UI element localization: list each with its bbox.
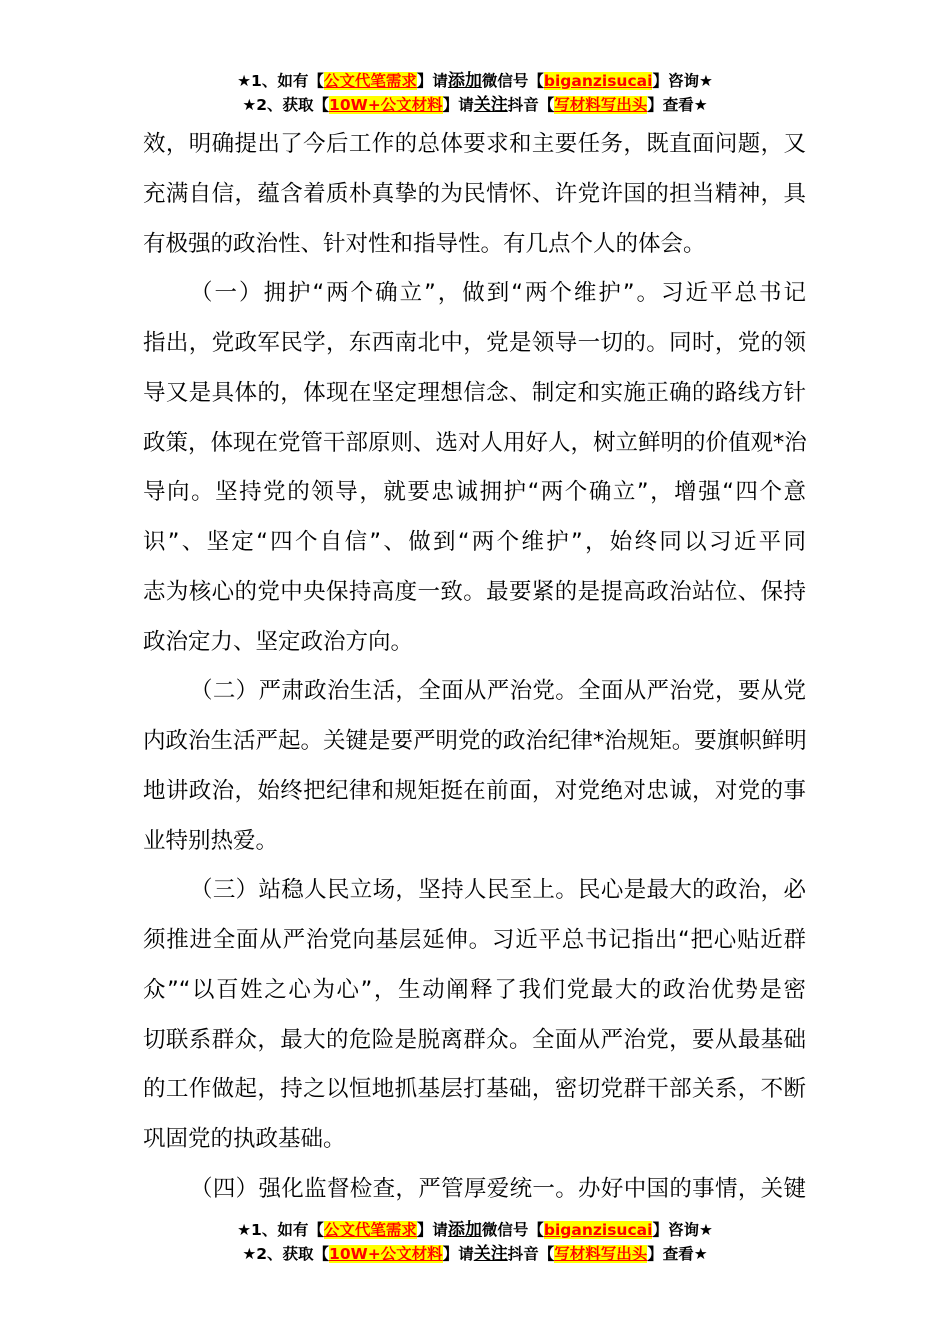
banner-text: 】咨询 (652, 1221, 699, 1239)
banner-text: 】请 (442, 96, 474, 114)
banner-text: 1、如有【 (251, 72, 324, 90)
banner-text: 】咨询 (652, 72, 699, 90)
text-line: （四）强化监督检查，严管厚爱统一。办好中国的事情，关键 (190, 1175, 806, 1202)
banner-line-1 (0, 69, 950, 93)
highlight-text: 公文代笔需求 (323, 1221, 417, 1239)
banner-line-1 (0, 1218, 950, 1242)
banner-text: 】请 (416, 1221, 448, 1239)
text-line: 效，明确提出了今后工作的总体要求和主要任务，既直面问题，又 (143, 131, 806, 157)
text-line: 众”“以百姓之心为心”，生动阐释了我们党最大的政治优势是密 (143, 976, 806, 1003)
banner-text: 2、获取【 (256, 96, 330, 114)
wechat-id: biganzisucai (543, 1221, 653, 1239)
banner-text: 抖音【 (507, 1245, 555, 1263)
text-line: 充满自信，蕴含着质朴真挚的为民情怀、许党许国的担当精神，具 (143, 180, 806, 207)
star-icon: ★ (693, 96, 708, 114)
underlined-text: 关注 (473, 1244, 508, 1264)
star-icon: ★ (237, 72, 252, 90)
text-line: 有极强的政治性、针对性和指导性。有几点个人的体会。 (143, 230, 706, 257)
douyin-id: 写材料写出头 (554, 96, 648, 114)
text-line: 地讲政治，始终把纪律和规矩挺在前面，对党绝对忠诚，对党的事 (143, 777, 806, 804)
banner-line-2 (0, 93, 950, 117)
text-line: 志为核心的党中央保持高度一致。最要紧的是提高政治站位、保持 (143, 578, 806, 605)
text-line: 导又是具体的，体现在坚定理想信念、制定和实施正确的路线方针 (143, 379, 806, 406)
footer-banner (0, 1218, 950, 1266)
text-line: 指出，党政军民学，东西南北中，党是领导一切的。同时，党的领 (143, 330, 806, 356)
text-line: （一）拥护“两个确立”，做到“两个维护”。习近平总书记 (190, 280, 806, 307)
text-line: 巩固党的执政基础。 (143, 1126, 346, 1152)
header-banner (0, 69, 950, 117)
banner-line-2 (0, 1242, 950, 1266)
star-icon: ★ (242, 1245, 257, 1263)
text-line: 须推进全面从严治党向基层延伸。习近平总书记指出“把心贴近群 (143, 927, 806, 953)
highlight-text: 10W+公文材料 (329, 96, 443, 114)
text-line: 政策，体现在党管干部原则、选对人用好人，树立鲜明的价值观*治 (143, 429, 807, 456)
document-body (143, 120, 806, 1215)
banner-text: 】请 (442, 1245, 474, 1263)
underlined-text: 关注 (473, 95, 508, 115)
star-icon: ★ (237, 1221, 252, 1239)
text-line: 内政治生活严起。关键是要严明党的政治纪律*治规矩。要旗帜鲜明 (143, 728, 807, 754)
text-line: （二）严肃政治生活，全面从严治党。全面从严治党，要从党 (190, 678, 806, 705)
wechat-id: biganzisucai (543, 72, 653, 90)
banner-text: 抖音【 (507, 96, 555, 114)
text-line: 业特别热爱。 (143, 827, 279, 854)
banner-text: 1、如有【 (251, 1221, 324, 1239)
star-icon: ★ (698, 1221, 713, 1239)
underlined-text: 添加 (447, 71, 482, 91)
text-line: （三）站稳人民立场，坚持人民至上。民心是最大的政治，必 (190, 877, 806, 904)
banner-text: 2、获取【 (256, 1245, 330, 1263)
banner-text: 】请 (416, 72, 448, 90)
star-icon: ★ (242, 96, 257, 114)
text-line: 导向。坚持党的领导，就要忠诚拥护“两个确立”，增强“四个意 (143, 479, 806, 506)
text-line: 政治定力、坚定政治方向。 (143, 628, 414, 655)
douyin-id: 写材料写出头 (554, 1245, 648, 1263)
highlight-text: 公文代笔需求 (323, 72, 417, 90)
banner-text: 微信号【 (481, 72, 544, 90)
star-icon: ★ (698, 72, 713, 90)
banner-text: 】查看 (647, 96, 694, 114)
star-icon: ★ (693, 1245, 708, 1263)
banner-text: 】查看 (647, 1245, 694, 1263)
text-line: 识”、坚定“四个自信”、做到“两个维护”，始终同以习近平同 (143, 529, 806, 555)
underlined-text: 添加 (447, 1220, 482, 1240)
text-line: 的工作做起，持之以恒地抓基层打基础，密切党群干部关系，不断 (143, 1076, 806, 1103)
banner-text: 微信号【 (481, 1221, 544, 1239)
text-line: 切联系群众，最大的危险是脱离群众。全面从严治党，要从最基础 (143, 1026, 806, 1053)
highlight-text: 10W+公文材料 (329, 1245, 443, 1263)
